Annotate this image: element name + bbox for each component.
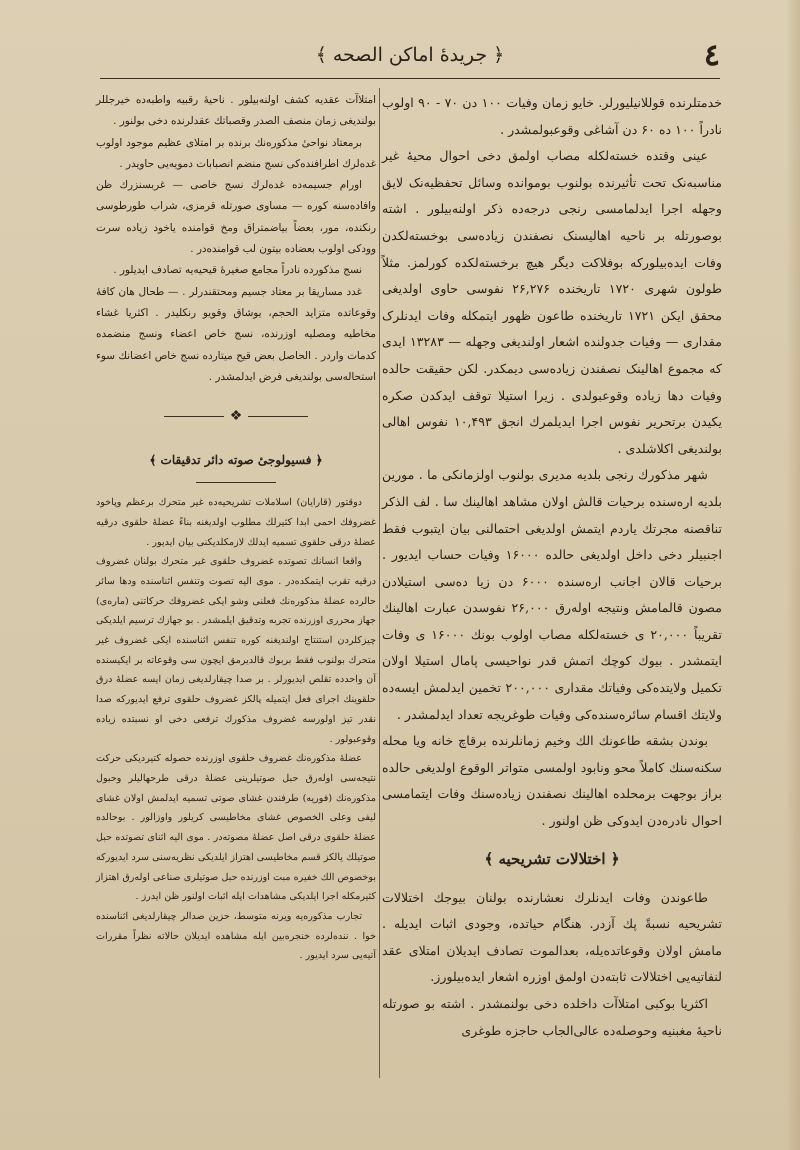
paragraph: نسج مذکورده نادراً مجامع صغیرهٔ قیحیه‌یه تصادف ایدیلور . — [113, 264, 362, 277]
paragraph: امتلاآت عقدیه کشف اولنەبیلور . ناحیهٔ رقبیه واطبەده خیرجللر بولندیغی زمان منصف الصدر وقصباتك عقدلرنده دخی بولنور . — [96, 94, 376, 128]
section-heading: ﴿ فسیولوجیٔ صوته دائر تدقیقات ﴾ — [149, 453, 323, 468]
paragraph: واقعا انسانك تصوتده غضروف حلقوی غیر متحرك بولنان غضروف درقیه تقرب ایتمکدەدر . موی الیه تصوت وتنفس اثناسنده ودها سائر حالرده عضلهٔ مذکورەنك فعلنی وشو ایکی غضروفك حرکاتنی (مارەی) جهاز محرری اوزرنده تجربه وتدقیق ایلمشدر . بو جهازك ترسیم ایلدیکی چیزکلردن استنتاج اولندیغنه کوره تنفس اثناسنده ایکی غضروف غیر متحرك بولنوب فقط بربوك قالدیرمق ایچون سی وقوعاته بر ایکیسنده آن واحدده تقلص ایدیورلر . بر صدا چیقارلدیغی زمان ایسه عضلهٔ درق حلقوینك اجرای فعل ایتمیله پالکز غضروف حلقوی ترفع ایدیورکه صدا نقدر تیز اولورسه غضروف مذکورك ترفعی دخی او نسبتده زیاده وقوعبولور . — [96, 556, 376, 745]
paragraph: عینی وقتده خستەلکلە مصاب اولمق دخی احوال محیهٔ غیر مناسبەنک تحت تأثیرنده بولنوب بوموانده وسائل تحفظیەنک لایق وجهله اجرا ایدلمامسی رنجی درجەده ذکر اولنەبیلور . اشته بوصورتله بر ناحیه اهالیسنک نصفندن زیادەسی بوخستەلکدن وفات ایدەبیلورکه بوفلاکت دیگر هیچ برخستەلکده کورلمز. مثلاً طولون شهری ۱۷۲۰ تاریخنده ۲۶,۲۷۶ نفوسی حاوی اولدیغی محقق ایکن ۱۷۲۱ تاریخنده طاعون ظهور ایتمکله وفات ایدنلرک مقداری — وفیات جدولنده اشعار اولندیغی وجهله — ۱۳۲۸۳ ایدی که مجموع اهالینک نصفندن زیادەسی دیمکدر. لکن حقیقت حالده وفیات دها زیاده وقوعبولدی . زیرا استیلا توقف ایدکدن صکره یکیدن برتحریر نفوس اجرا ایدیلمرك انجق ۱۰,۴۹۳ نفوس اهالی بولندیغی اکلاشلدی . — [382, 148, 722, 456]
left-column — [96, 90, 376, 1090]
paragraph: برمعتاد نواحیٔ مذکورەنك برنده بر امتلای عظیم موجود اولوب غدەلرك اطرافندەکی نسج منضم انصبابات دمویەیی حاویدر . — [96, 136, 376, 170]
paragraph: اکثریا بوکبی امتلاآت داخلده دخی بولنمشدر . اشته بو صورتله ناحیهٔ مغبنیه وحوصلەده عالی‌الجاب حاجزه طوغری — [382, 996, 722, 1038]
right-column — [382, 90, 722, 1090]
section-heading: ﴿ اختلالات تشریحیه ﴾ — [484, 849, 620, 868]
paragraph: اورام جسیمەده غدەلرك نسج خاصی — غربسنزرك ظن وافادەسنه کوره — مساوی صورتله قرمزی، شراب طورطوسی رنکنده، مور، بعضاً بیاضمتراق ومخ قوامنده یاخود زیاده سرت وودکی اولوب بعضاده بیتون لب قوامندەدر . — [96, 179, 376, 256]
paragraph: شهر مذکورك رنجی بلدیه مدیری بولنوب اولزمانکی ما . مورین بلدیه ارەسنده برحیات قالش اولان مشاهد اهالینك سا . لف الذکر تناقصنه مجرتك یاردم ایتمش اولدیغی احتمالنی بیان ایتبوب فقط اجنبیلر دخی داخل اولدیغی حالده ۱۶۰۰۰ وفیات حساب ایدیور . برحیات قالان اجانب ارەسنده ۶۰۰۰ دن زیا دەسی استیلادن مصون قالمامش ونتیجه اولەرق ۲۶,۰۰۰ نفوسدن عبارت اهالینك تقریباً ۲۰,۰۰۰ ی خستەلکلە مصاب اولوب بونك ۱۶۰۰۰ ی وفات ایتمشدر . بیوك کوچك اتمش قدر نواحیسی پامال استیلا اولان تکمیل ولایتدەکی وفیاتك مقداری ۲۰۰,۰۰۰ تخمین ایدلمش ایسەده ولایتك اقسام سائرەسندەکی وفیات طوغریجه تعداد ایدلمشدر . — [382, 467, 723, 722]
paragraph: غدد مساریقا بر معتاد جسیم ومحتقندرلر . — طحال هان کافهٔ وقوعاتده متزاید الحجم، یوشاق وقویو رنکلیدر . اکثریا غشاء مخاطیه ومصلیه اوزرنده، نسج خاص اعضاء ونسج منضمده کدمات واردر . الحاصل بعض قیح میتارده نسج خاص اعضانك سوء استحالەسی بولندیغی فرض ایدلمشدر . — [96, 285, 376, 383]
ornament-divider — [96, 406, 376, 426]
ornament-line — [164, 416, 224, 417]
paragraph: عضلهٔ مذکورەنك غضروف حلقوی اوزرنده حصوله کتیردیکی حرکت نتیجەسی اولەرق حبل صوتیلرینی عضلهٔ درقی طرحهالیلر وحبول مذکورەنك (فوریه) طرفندن غشای صوتی تسمیه ایدلمش اولان غشای لیفی وعلی الخصوص غشای مخاطیسی کریلور واوزالور . بوحالده عضلهٔ حلقوی درقی اصل عضلهٔ مصوتەدر . موی الیه اثنای تصوتده حبل صوتیلك یالکز قسم مخاطیسی اهتزاز ایلدیکی نظریەسنی سرد ایدیورکه بوخصوص الك خفیره مبت اوزرنده حبل صوتیلری صناعی اولەرق اهتزاز کثیرمکله اجرا ایلدیکی مشاهدات ایله اثبات اولنور ظن ایدرز . — [96, 753, 376, 903]
paragraph: تجارب مذکورەیه ویرنه متوسط، حزین صدالر چیقارلدیغی اثناسنده خوا . نندەلرده خنجرەبین ایله مشاهده ایدیلان حالاته نظراً مقررات آتیه‌یی سرد ایدیور . — [96, 910, 376, 962]
paragraph: طاعوندن وفات ایدنلرك نعشارنده بولنان بیوجك اختلالات تشریحیه نسبةً پك آزدر. هنگام حیاتده، وجودی اثبات ایدیلە . مامش اولان وقوعاتده‌یله، بعدالموت تصادف ایدیلان امتلای عقد لنفاتیه‌یی اختلالات ثابتەدن اولمق اوزره اشعار ایدەبیلورز. — [382, 889, 722, 985]
page-edge-shadow — [786, 0, 800, 1150]
ornament-icon: ❖ — [229, 408, 243, 425]
page-number: ٤ — [703, 38, 720, 73]
page-header — [100, 36, 720, 76]
ornament-line — [248, 416, 308, 417]
paragraph: خدمتلرنده قوللانیلیورلر. خایو زمان وفیات ۱۰۰ دن ۷۰ - ۹۰ اولوب نادراً ۱۰۰ ده ۶۰ دن آشاغی وقوعبولمشدر . — [382, 95, 722, 137]
journal-title: ﴿ جریدهٔ اماکن الصحه ﴾ — [315, 44, 505, 66]
header-rule — [100, 78, 720, 79]
column-divider — [379, 88, 380, 1078]
heading-rule — [196, 482, 276, 483]
paragraph: دوقتور (قارایان) اسلاملات تشریحیەده غیر متحرك برعظم وپاخود غضروفك احمی ابدا کثیرلك مطلوب اولدیغنه بناءً عضلهٔ حلقوی درقیه عضلهٔ درقی حلقوی تسمیه ایدلك لازمکلدیکنی بیان ایدیور . — [96, 497, 376, 548]
paragraph: بوندن بشقه طاعونك الك وخیم زمانلرنده برقاچ خانه ویا محله سکنەسنك کاملاً محو ونابود اولمسی متواتر الوقوع اولدیغی حالده براز بوجهت برمحلده اهالینك نصفندن زیادەسنك وفات ایتمامسی احوال نادرەدن ایدوکی ظن اولنور . — [382, 733, 722, 829]
